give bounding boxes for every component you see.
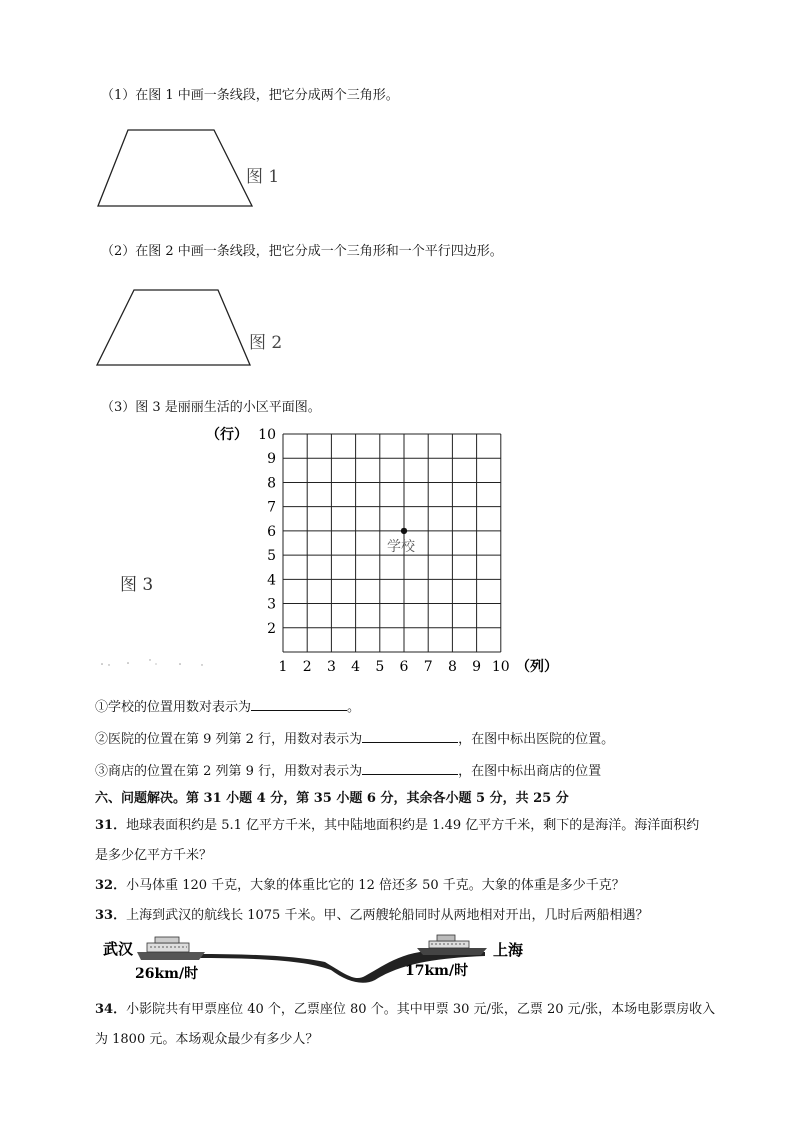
subquestion-1 [95,696,360,715]
column-tick-label: 8 [447,659,457,675]
ship-right-icon [417,935,487,955]
right-speed-label: 17km/时 [405,963,469,979]
scanner-noise [101,659,203,665]
question-34 [95,998,715,1017]
column-tick-label: 9 [472,659,482,675]
school-label: 学校 [387,538,415,555]
row-axis-label: （行） [206,427,248,443]
row-tick-label: 3 [267,596,276,613]
question-34-text-line1: 小影院共有甲票座位 40 个，乙票座位 80 个。其中甲票 30 元/张，乙票 20 元/张，本场电影票房收入 [126,1002,716,1017]
part2-instruction: （2）在图 2 中画一条线段，把它分成一个三角形和一个平行四边形。 [101,244,503,259]
question-33-text: 上海到武汉的航线长 1075 千米。甲、乙两艘轮船同时从两地相对开出，几时后两船相遇？ [126,908,649,923]
row-tick-label: 9 [267,451,276,468]
row-tick-labels [258,427,276,637]
question-33 [95,904,648,923]
question-31-text-line2: 是多少亿平方千米？ [95,848,213,863]
question-32-number: 32． [95,878,127,893]
row-tick-label: 10 [258,427,276,443]
subquestion-2 [95,728,614,747]
subquestion-3-text: ③商店的位置在第 2 列第 9 行，用数对表示为 [95,764,363,779]
column-tick-label: 6 [399,659,409,675]
answer-blank-2[interactable] [362,730,458,743]
answer-blank-1[interactable] [251,698,347,711]
city-wuhan-label: 武汉 [103,940,134,958]
column-tick-label: 4 [351,659,361,675]
question-34-number: 34． [95,1002,127,1017]
row-tick-label: 6 [267,523,276,540]
column-axis-label: （列） [516,659,558,675]
figure-2-trapezoid [90,285,300,370]
figure-1-trapezoid [90,122,300,214]
trapezoid-1-shape[interactable] [98,130,252,206]
answer-blank-3[interactable] [362,762,458,775]
row-tick-label: 5 [267,548,276,565]
figure-1-label: 图 1 [246,167,280,187]
section-6-heading: 六、问题解决。第 31 小题 4 分，第 35 小题 6 分，其余各小题 5 分，共 25 分 [95,791,569,806]
subquestion-1-text: ①学校的位置用数对表示为 [95,700,252,715]
ship-left-icon [137,937,205,960]
subquestion-2-text: ②医院的位置在第 9 列第 2 行，用数对表示为 [95,732,363,747]
column-tick-label: 3 [326,659,336,675]
column-tick-label: 1 [278,659,288,675]
part3-instruction: （3）图 3 是丽丽生活的小区平面图。 [101,400,321,415]
question-32-text: 小马体重 120 千克，大象的体重比它的 12 倍还多 50 千克。大象的体重是多少千克？ [126,878,625,893]
figure-2-label: 图 2 [249,333,283,353]
part1-instruction: （1）在图 1 中画一条线段，把它分成两个三角形。 [101,88,399,103]
question-31-text-line1: 地球表面积约是 5.1 亿平方千米，其中陆地面积约是 1.49 亿平方千米，剩下的是海洋。海洋面积约 [126,818,700,833]
school-point [401,528,407,534]
subquestion-3 [95,760,601,779]
question-31-number: 31． [95,818,127,833]
row-tick-label: 4 [267,572,276,589]
city-shanghai-label: 上海 [493,941,524,959]
figure-3-label: 图 3 [120,575,154,595]
row-tick-label: 7 [267,499,276,516]
row-tick-label: 8 [267,475,276,492]
question-33-route-figure [95,930,535,985]
question-33-number: 33． [95,908,127,923]
column-tick-labels [279,659,510,675]
question-34-text-line2: 为 1800 元。本场观众最少有多少人？ [95,1032,319,1047]
row-tick-label: 2 [267,620,276,637]
question-32 [95,874,625,893]
subquestion-3-suffix: ，在图中标出商店的位置 [458,764,602,779]
column-tick-label: 10 [491,659,510,675]
figure-3-grid-map [100,418,580,683]
subquestion-1-suffix: 。 [347,700,361,715]
trapezoid-2-shape[interactable] [97,290,250,365]
column-tick-label: 2 [302,659,312,675]
left-speed-label: 26km/时 [135,966,199,982]
column-tick-label: 5 [375,659,385,675]
subquestion-2-suffix: ，在图中标出医院的位置。 [458,732,615,747]
question-31 [95,814,699,833]
column-tick-label: 7 [423,659,433,675]
